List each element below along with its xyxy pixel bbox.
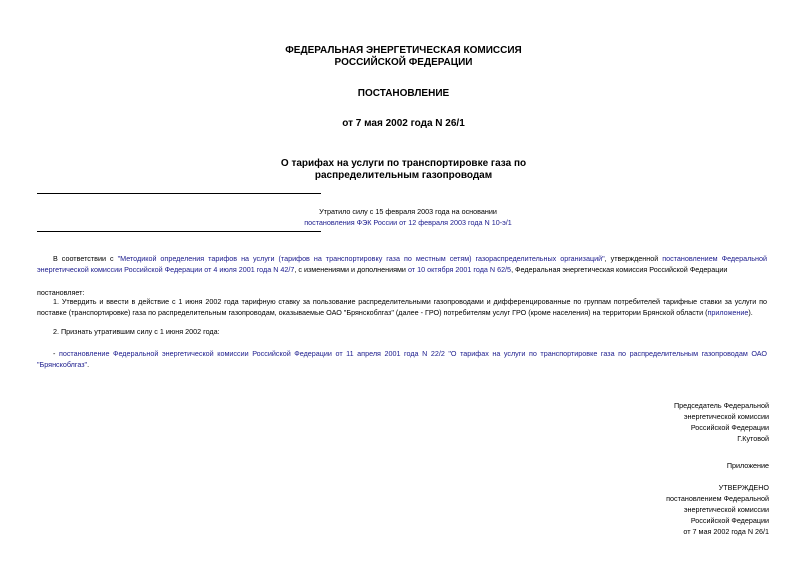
approval-block [569, 482, 769, 537]
approval-line1: УТВЕРЖДЕНО [718, 483, 769, 492]
resolution-42-7-link[interactable]: постановлением Федеральной энергетической комиссии Российской Федерации от 4 июля 2001 года N 42/7 [37, 254, 768, 274]
item-1-tail: ). [748, 308, 753, 317]
org-name-line2: РОССИЙСКОЙ ФЕДЕРАЦИИ [334, 57, 473, 68]
preamble-paragraph [37, 253, 767, 275]
preamble-text-1: В соответствии с [53, 254, 118, 263]
appendix-link[interactable]: приложение [707, 308, 749, 317]
item-2-sub-dash: - [53, 349, 59, 358]
signature-block [569, 400, 769, 444]
resolves-label: постановляет: [37, 288, 85, 297]
resolution-22-2-link[interactable]: постановление Федеральной энергетической комиссии Российской Федерации от 11 апреля 2001 года N 22/2 "О тарифах на услуги по транспортировке газа по распределительным газопроводам ОАО "Брянскоблгаз" [37, 349, 767, 369]
signature-line3: Российской Федерации [690, 423, 769, 432]
org-name [0, 45, 807, 69]
doc-date: от 7 мая 2002 года N 26/1 [342, 118, 465, 129]
signature-line2: энергетической комиссии [683, 412, 769, 421]
item-2-sub-tail: . [87, 360, 90, 369]
item-2-sub [37, 348, 767, 370]
signature-line1: Председатель Федеральной [674, 401, 769, 410]
doc-title-line1: О тарифах на услуги по транспортировке газа по [280, 158, 527, 169]
signature-name: Г.Кутовой [737, 434, 769, 443]
status-note-link[interactable]: постановления ФЭК России от 12 февраля 2003 года N 10-э/1 [304, 218, 512, 227]
doc-title-line2: распределительным газопроводам [314, 170, 493, 181]
item-2: 2. Признать утратившим силу с 1 июня 2002 года: [53, 327, 220, 336]
approval-line3: энергетической комиссии [683, 505, 769, 514]
approval-line2: постановлением Федеральной [666, 494, 769, 503]
preamble-text-4: , Федеральная энергетическая комиссия Российской Федерации [511, 265, 728, 274]
org-name-line1: ФЕДЕРАЛЬНАЯ ЭНЕРГЕТИЧЕСКАЯ КОМИССИЯ [285, 45, 522, 56]
doc-type: ПОСТАНОВЛЕНИЕ [357, 88, 450, 99]
approval-line4: Российской Федерации [690, 516, 769, 525]
doc-title [0, 158, 807, 182]
item-1-text: 1. Утвердить и ввести в действие с 1 июня 2002 года тарифную ставку за пользование распределительными газопроводами и дифференцированные по группам потребителей тарифные ставки за услуги по поставке (транспортировке) газа по распределительным газопроводам, оказываемые ОАО "Брянскоблгаз" (далее - ГРО) потребителям услуг ГРО (кроме населения) на территории Брянской области ( [37, 297, 767, 317]
status-note-text: Утратило силу с 15 февраля 2003 года на основании [319, 207, 497, 216]
appendix-label: Приложение [726, 461, 769, 470]
preamble-text-2: , утвержденной [604, 254, 663, 263]
methodology-link[interactable]: "Методикой определения тарифов на услуги (тарифов на транспортировку газа по местным сетям) газораспределительных организаций" [117, 254, 605, 263]
status-note [150, 206, 666, 228]
approval-line5: от 7 мая 2002 года N 26/1 [683, 527, 769, 536]
item-1 [37, 296, 767, 318]
preamble-text-3: , с изменениями и дополнениями [294, 265, 408, 274]
divider-top [37, 193, 321, 194]
resolution-62-5-link[interactable]: от 10 октября 2001 года N 62/5 [407, 265, 512, 274]
divider-bottom [37, 231, 321, 232]
